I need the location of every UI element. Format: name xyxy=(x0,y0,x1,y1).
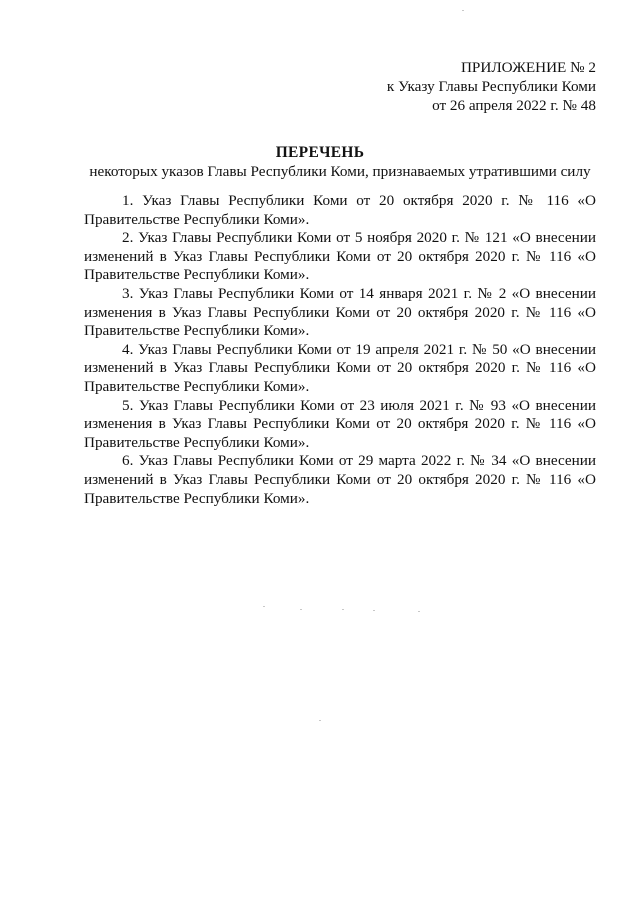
annex-decree-date: от 26 апреля 2022 г. № 48 xyxy=(432,97,596,114)
scan-speck xyxy=(418,611,420,612)
scan-speck xyxy=(373,610,375,611)
list-item: 6. Указ Главы Республики Коми от 29 марта 2022 г. № 34 «О внесении изменений в Указ Главы Республики Коми от 20 октября 2020 г. № 116 «О Правительстве Республики Коми». xyxy=(84,452,596,507)
scan-speck xyxy=(300,609,302,610)
list-item: 5. Указ Главы Республики Коми от 23 июля 2021 г. № 93 «О внесении изменения в Указ Главы Республики Коми от 20 октября 2020 г. № 116 «О Правительстве Республики Коми». xyxy=(84,396,596,451)
scan-speck xyxy=(342,609,344,610)
annex-number: ПРИЛОЖЕНИЕ № 2 xyxy=(460,59,596,76)
list-item: 1. Указ Главы Республики Коми от 20 октября 2020 г. № 116 «О Правительстве Республики Коми». xyxy=(84,192,596,228)
list-item: 2. Указ Главы Республики Коми от 5 ноября 2020 г. № 121 «О внесении изменений в Указ Главы Республики Коми от 20 октября 2020 г. № 116 «О Правительстве Республики Коми». xyxy=(84,229,596,284)
list-item: 3. Указ Главы Республики Коми от 14 января 2021 г. № 2 «О внесении изменения в Указ Главы Республики Коми от 20 октября 2020 г. № 116 «О Правительстве Республики Коми». xyxy=(84,284,596,340)
scan-speck xyxy=(462,10,464,11)
document-title: ПЕРЕЧЕНЬ xyxy=(275,144,365,161)
list-item: 4. Указ Главы Республики Коми от 19 апреля 2021 г. № 50 «О внесении изменений в Указ Главы Республики Коми от 20 октября 2020 г. № 116 «О Правительстве Республики Коми». xyxy=(84,340,596,395)
annex-decree-reference: к Указу Главы Республики Коми xyxy=(386,78,596,95)
scan-speck xyxy=(319,720,321,721)
scan-speck xyxy=(263,606,265,607)
decree-list xyxy=(84,192,596,508)
document-subtitle: некоторых указов Главы Республики Коми, признаваемых утратившими силу xyxy=(89,163,591,180)
annex-header xyxy=(387,58,596,115)
